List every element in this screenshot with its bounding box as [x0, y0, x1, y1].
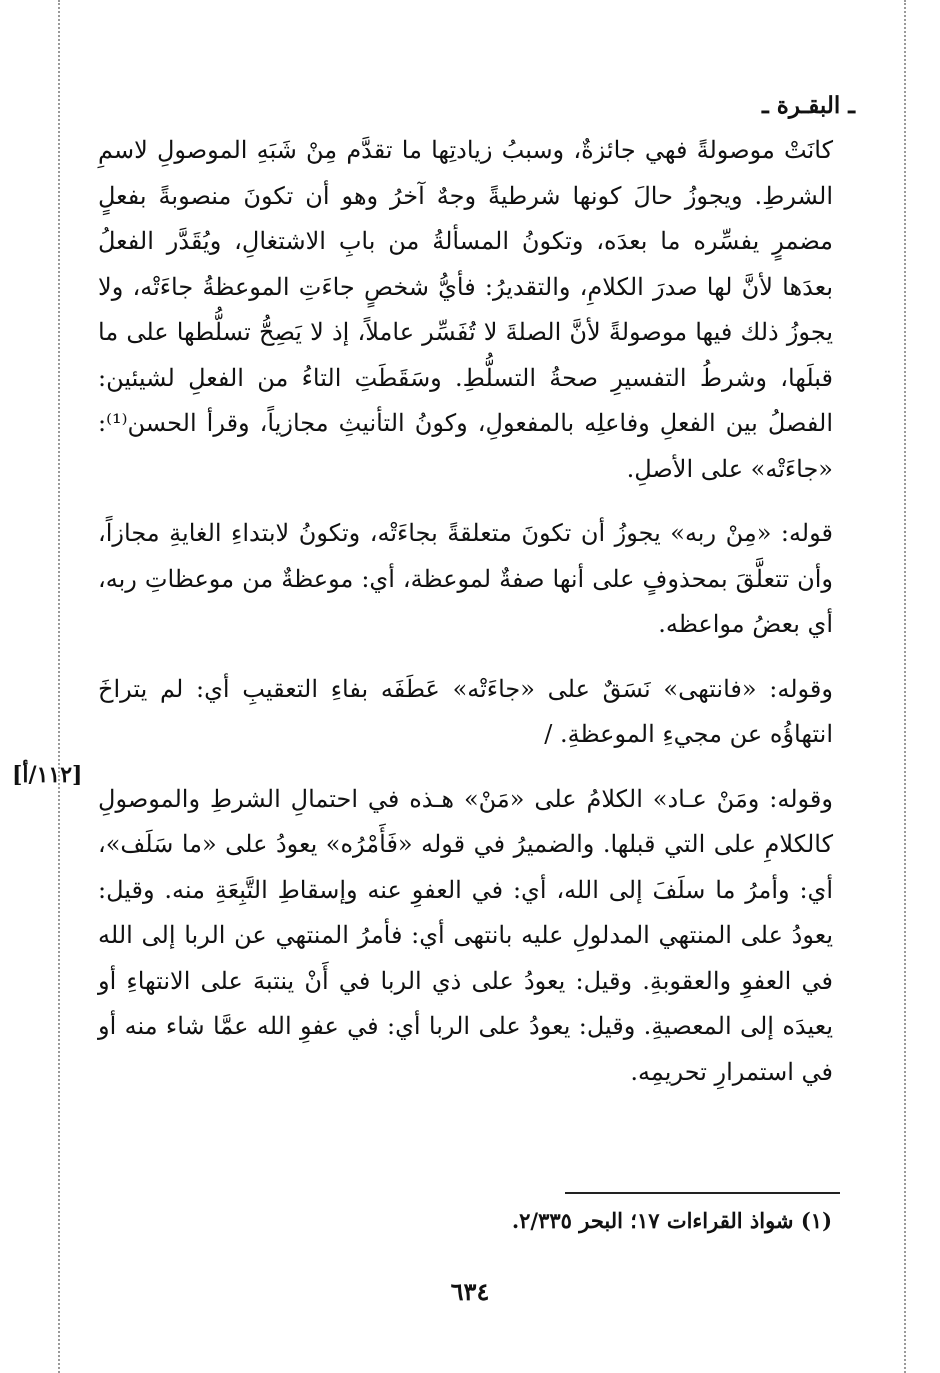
paragraph-2: قوله: «مِنْ ربه» يجوزُ أن تكونَ متعلقةً بجاءَتْه، وتكونُ لابتداءِ الغايةِ مجازاً، وأن تتعلَّقَ بمحذوفٍ على أنها صفةٌ لموعظة، أي: موعظةٌ من موعظاتِ ربه، أي بعضُ مواعظه.	[98, 519, 833, 638]
right-margin-dotted-line	[904, 0, 906, 1373]
main-text	[98, 128, 833, 1114]
manuscript-folio-note: [١١٢/أ]	[12, 762, 83, 788]
footnote: (١) شواذ القراءات ١٧؛ البحر ٢/٣٣٥.	[511, 1208, 832, 1233]
running-header: ـ البقـرة ـ	[762, 92, 855, 119]
paragraph-3: وقوله: «فانتهى» نَسَقٌ على «جاءَتْه» عَطَفَه بفاءِ التعقيبِ أي: لم يتراخَ انتهاؤُه عن مجيءِ الموعظةِ. /	[98, 674, 833, 748]
page-number: ٦٣٤	[450, 1277, 490, 1306]
footnote-separator	[565, 1192, 840, 1194]
paragraph-4: وقوله: ومَنْ عـاد» الكلامُ على «مَنْ» هـذه في احتمالِ الشرطِ والموصولِ كالكلامِ على التي قبلها. والضميرُ في قوله «فَأَمْرُه» يعودُ على «ما سَلَف»، أي: وأمرُ ما سلَفَ إلى الله، أي: في العفوِ عنه وإسقاطِ التَّبِعَةِ منه. وقيل: يعودُ على المنتهي المدلولِ عليه بانتهى أي: فأمرُ المنتهي عن الربا إلى الله في العفوِ والعقوبةِ. وقيل: يعودُ على ذي الربا في أَنْ ينتبهَ على الانتهاءِ أو يعيدَه إلى المعصيةِ. وقيل: يعودُ على الربا أي: في عفوِ الله عمَّا شاء منه أو في استمرارِ تحريمِه.	[98, 784, 833, 1086]
left-margin-dotted-line	[58, 0, 60, 1373]
paragraph-1: كانَتْ موصولةً فهي جائزةٌ، وسببُ زيادتِها ما تقدَّم مِنْ شَبَهِ الموصولِ لاسمِ الشرطِ. ويجوزُ حالَ كونها شرطيةً وجهٌ آخرُ وهو أن تكونَ منصوبةً بفعلٍ مضمرٍ يفسِّره ما بعدَه، وتكونُ المسألةُ من بابِ الاشتغالِ، ويُقَدَّر الفعلُ بعدَها لأنَّ لها صدرَ الكلامِ، والتقديرُ: فأيُّ شخصٍ جاءَتِ الموعظةُ جاءَتْه، ولا يجوزُ ذلك فيها موصولةً لأنَّ الصلةَ لا تُفَسِّر عاملاً، إذ لا يَصِحُّ تسلُّطها على ما قبلَها، وشرطُ التفسيرِ صحةُ التسلُّطِ. وسَقَطَتِ التاءُ من الفعلِ لشيئين: الفصلُ بين الفعلِ وفاعلِه بالمفعولِ، وكونُ التأنيثِ مجازياً، وقرأ الحسن⁽¹⁾: «جاءَتْه» على الأصلِ.	[98, 136, 834, 483]
